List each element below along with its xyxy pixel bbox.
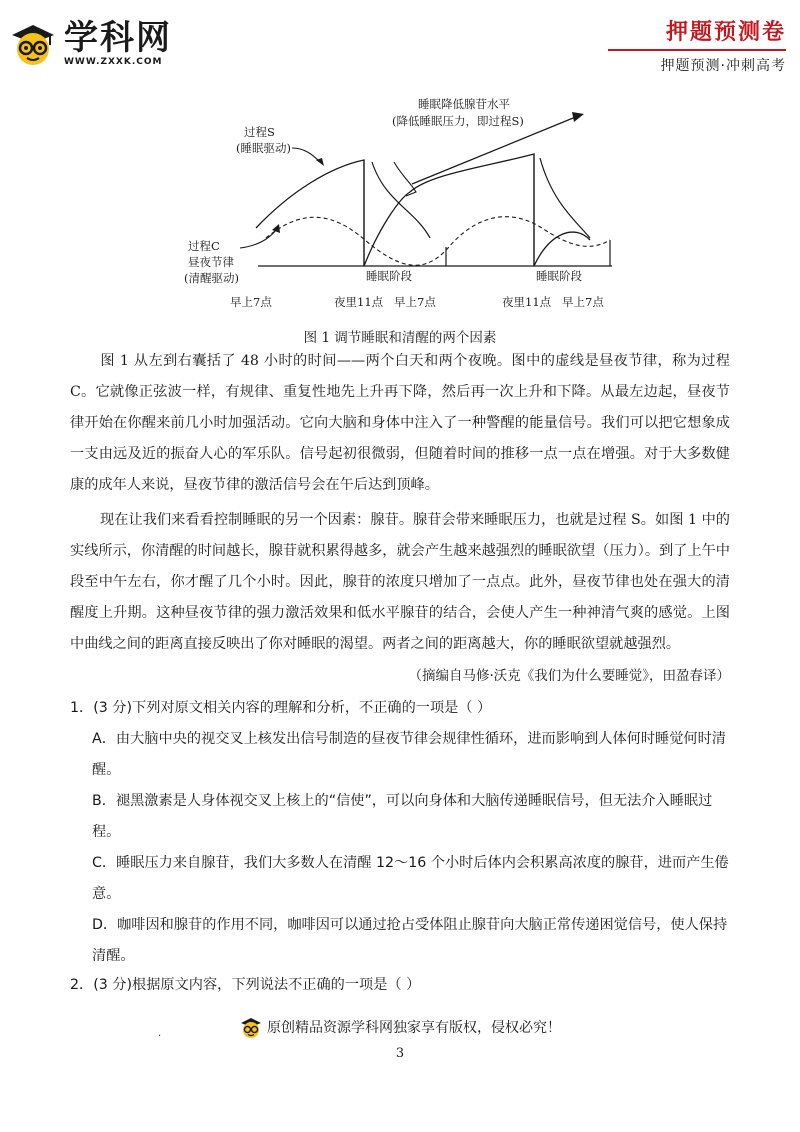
brand-title: 押题预测卷 [665, 20, 786, 45]
label-process-c-note: (清醒驱动) [184, 271, 239, 285]
process-s-pointer [292, 148, 320, 162]
label-sleep-phase: 睡眠阶段 [536, 269, 582, 283]
label-circadian: 昼夜节律 [188, 255, 234, 269]
logo-title: 学科网 [64, 18, 172, 58]
exam-brand [608, 20, 786, 75]
time-tick: 早上7点 [562, 295, 604, 309]
time-tick: 早上7点 [230, 295, 272, 309]
source-citation: （摘编自马修·沃克《我们为什么要睡觉》，田盈春译） [408, 668, 730, 684]
label-pressure: 睡眠降低腺苷水平 [418, 97, 510, 111]
time-tick: 夜里11点 [502, 295, 552, 309]
page-number: 3 [395, 1046, 405, 1061]
label-sleep-phase: 睡眠阶段 [366, 269, 412, 283]
mascot-face-icon [239, 1016, 263, 1038]
process-s-solid-curve [256, 154, 590, 266]
mascot-face-icon [8, 21, 58, 67]
label-process-s: 过程S [244, 125, 275, 139]
pressure-release-curve [540, 158, 590, 238]
figure-caption: 图 1 调节睡眠和清醒的两个因素 [303, 330, 497, 346]
page-header [0, 0, 800, 80]
label-pressure-note: (降低睡眠压力，即过程S) [392, 114, 524, 128]
pressure-arrowhead-icon [572, 112, 584, 122]
body-paragraph [70, 505, 730, 660]
brand-divider [608, 49, 786, 51]
body-paragraph [70, 346, 730, 501]
option-d: D．咖啡因和腺苷的作用不同，咖啡因可以通过抢占受体阻止腺苷向大脑正常传递困觉信号，使人保持清醒。 [92, 917, 728, 964]
page-footer [0, 1016, 800, 1042]
sleep-regulation-figure [180, 92, 640, 320]
copyright-notice: 原创精品资源学科网独家享有版权，侵权必究！ [267, 1020, 561, 1036]
logo-url: WWW.ZXXK.COM [64, 57, 163, 67]
label-process-c: 过程C [188, 239, 220, 253]
brand-subtitle: 押题预测·冲刺高考 [660, 58, 786, 74]
paragraph-text: 图 1 从左到右囊括了 48 小时的时间——两个白天和两个夜晚。图中的虚线是昼夜节律，称为过程 C。它就像正弦波一样，有规律、重复性地先上升再下降，然后再一次上升和下降。从最左边起，昼夜节律开始在你醒来前几小时加强活动。它向大脑和身体中注入了一种警醒的能量信号。我们可以把它想象成一支由远及近的振奋人心的军乐队。信号起初很微弱，但随着时间的推移一点一点在增强。对于大多数健康的成年人来说，昼夜节律的激活信号会在午后达到顶峰。 [70, 353, 730, 493]
pressure-pointer [394, 162, 416, 196]
process-c-dashed-curve [266, 217, 610, 266]
option-b: B．褪黑激素是人身体视交叉上核上的“信使”，可以向身体和大脑传递睡眠信号，但无法介入睡眠过程。 [92, 793, 713, 840]
option-c: C．睡眠压力来自腺苷，我们大多数人在清醒 12～16 个小时后体内会积累高浓度的腺苷，进而产生倦意。 [92, 855, 729, 902]
time-tick: 夜里11点 [334, 295, 384, 309]
question-stem: 1．(3 分)下列对原文相关内容的理解和分析，不正确的一项是（ ） [70, 700, 492, 716]
paragraph-text: 现在让我们来看看控制睡眠的另一个因素：腺苷。腺苷会带来睡眠压力，也就是过程 S。如图 1 中的实线所示，你清醒的时间越长，腺苷就积累得越多，就会产生越来越强烈的睡眠欲望（压力）。到了上午中段至中午左右，你才醒了几个小时。因此，腺苷的浓度只增加了一点点。此外，昼夜节律也处在强大的清醒度上升期。这种昼夜节律的强力激活效果和低水平腺苷的结合，会使人产生一种神清气爽的感觉。上图中曲线之间的距离直接反映出了你对睡眠的渴望。两者之间的距离越大，你的睡眠欲望就越强烈。 [70, 512, 730, 652]
process-c-pointer [240, 230, 276, 248]
zxxk-logo[interactable] [8, 20, 172, 67]
time-tick: 早上7点 [394, 295, 436, 309]
question-stem: 2．(3 分)根据原文内容，下列说法不正确的一项是（ ） [70, 977, 421, 993]
process-c-arrowhead-icon [272, 224, 280, 233]
option-a: A．由大脑中央的视交叉上核发出信号制造的昼夜节律会规律性循环，进而影响到人体何时睡觉何时清醒。 [92, 731, 726, 778]
label-process-s-note: (睡眠驱动) [236, 141, 291, 155]
footer-dot: . [158, 1028, 162, 1039]
